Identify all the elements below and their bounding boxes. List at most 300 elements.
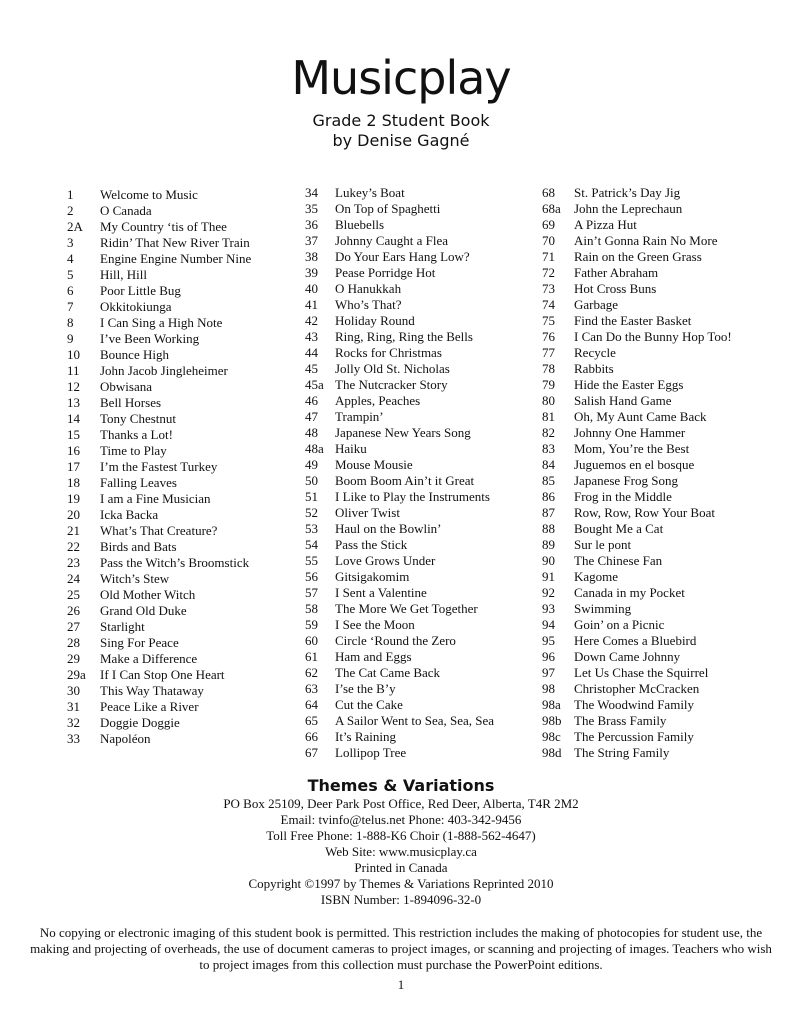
entry-number: 98c	[542, 729, 561, 744]
entry-number: 18	[67, 475, 80, 490]
entry-number: 69	[542, 217, 555, 232]
entry-number: 6	[67, 283, 74, 298]
contents-entry	[67, 379, 251, 395]
contents-entry	[542, 393, 732, 409]
entry-title: Father Abraham	[574, 265, 659, 280]
entry-title: Make a Difference	[100, 651, 198, 666]
contents-entry	[67, 491, 251, 507]
contents-entry	[305, 409, 494, 425]
contents-entry	[305, 361, 494, 377]
entry-number: 30	[67, 683, 80, 698]
contents-entry	[542, 505, 732, 521]
contents-entry	[67, 667, 251, 683]
entry-number: 32	[67, 715, 80, 730]
entry-title: Down Came Johnny	[574, 649, 681, 664]
entry-number: 49	[305, 457, 318, 472]
entry-title: Mouse Mousie	[335, 457, 413, 472]
contents-entry	[542, 473, 732, 489]
entry-title: I Sent a Valentine	[335, 585, 427, 600]
entry-title: Obwisana	[100, 379, 152, 394]
contents-entry	[542, 425, 732, 441]
entry-number: 90	[542, 553, 555, 568]
contents-entry	[305, 681, 494, 697]
contents-entry	[67, 587, 251, 603]
website-line: Web Site: www.musicplay.ca	[325, 844, 477, 859]
subtitle-author: by Denise Gagné	[332, 131, 470, 150]
contents-entry	[542, 377, 732, 393]
entry-title: Canada in my Pocket	[574, 585, 685, 600]
entry-title: I’ve Been Working	[100, 331, 200, 346]
entry-number: 33	[67, 731, 80, 746]
entry-number: 54	[305, 537, 318, 552]
entry-title: John Jacob Jingleheimer	[100, 363, 228, 378]
contents-entry	[67, 315, 251, 331]
entry-number: 50	[305, 473, 318, 488]
entry-title: Gitsigakomim	[335, 569, 410, 584]
entry-number: 7	[67, 299, 74, 314]
entry-number: 97	[542, 665, 555, 680]
contents-entry	[67, 619, 251, 635]
entry-number: 73	[542, 281, 555, 296]
entry-number: 2A	[67, 219, 83, 234]
contents-entry	[305, 329, 494, 345]
entry-title: Rain on the Green Grass	[574, 249, 702, 264]
contents-entry	[67, 443, 251, 459]
entry-number: 40	[305, 281, 318, 296]
contents-entry	[305, 489, 494, 505]
contents-entry	[305, 505, 494, 521]
entry-number: 35	[305, 201, 318, 216]
contents-entry	[542, 649, 732, 665]
printed-line: Printed in Canada	[354, 860, 448, 875]
contents-entry	[67, 523, 251, 539]
entry-number: 37	[305, 233, 318, 248]
contents-entry	[542, 409, 732, 425]
contents-entry	[67, 203, 251, 219]
entry-number: 93	[542, 601, 555, 616]
entry-title: Ain’t Gonna Rain No More	[574, 233, 718, 248]
entry-number: 80	[542, 393, 555, 408]
contents-entry	[67, 219, 251, 235]
copyright-line: Copyright ©1997 by Themes & Variations Reprinted 2010	[248, 876, 554, 891]
entry-title: Apples, Peaches	[335, 393, 421, 408]
entry-title: St. Patrick’s Day Jig	[574, 185, 681, 200]
entry-number: 87	[542, 505, 555, 520]
entry-number: 45a	[305, 377, 324, 392]
entry-number: 56	[305, 569, 318, 584]
contents-entry	[67, 187, 251, 203]
entry-title: Recycle	[574, 345, 616, 360]
contents-entry	[305, 713, 494, 729]
entry-number: 13	[67, 395, 80, 410]
entry-number: 81	[542, 409, 555, 424]
entry-number: 74	[542, 297, 555, 312]
entry-title: Circle ‘Round the Zero	[335, 633, 456, 648]
entry-title: Ring, Ring, Ring the Bells	[335, 329, 473, 344]
entry-number: 39	[305, 265, 318, 280]
entry-number: 76	[542, 329, 555, 344]
contents-entry	[542, 345, 732, 361]
address-line: PO Box 25109, Deer Park Post Office, Red Deer, Alberta, T4R 2M2	[223, 796, 579, 811]
contents-entry	[542, 729, 732, 745]
contents-entry	[542, 633, 732, 649]
entry-number: 82	[542, 425, 555, 440]
entry-title: The String Family	[574, 745, 670, 760]
entry-number: 34	[305, 185, 318, 200]
entry-title: Rabbits	[574, 361, 614, 376]
entry-number: 17	[67, 459, 80, 474]
entry-title: Haiku	[335, 441, 367, 456]
contents-entry	[67, 651, 251, 667]
contents-entry	[542, 569, 732, 585]
entry-number: 89	[542, 537, 555, 552]
contents-entry	[305, 569, 494, 585]
entry-title: Hide the Easter Eggs	[574, 377, 684, 392]
contents-entry	[542, 601, 732, 617]
contents-entry	[305, 313, 494, 329]
entry-number: 46	[305, 393, 318, 408]
entry-number: 38	[305, 249, 318, 264]
entry-number: 9	[67, 331, 74, 346]
entry-number: 62	[305, 665, 318, 680]
contents-entry	[67, 395, 251, 411]
contents-entry	[542, 745, 732, 761]
entry-number: 95	[542, 633, 555, 648]
entry-title: Who’s That?	[335, 297, 402, 312]
entry-title: Cut the Cake	[335, 697, 403, 712]
contents-entry	[542, 553, 732, 569]
entry-title: Pass the Witch’s Broomstick	[100, 555, 250, 570]
contents-entry	[67, 683, 251, 699]
entry-number: 29	[67, 651, 80, 666]
contents-entry	[542, 665, 732, 681]
entry-title: Garbage	[574, 297, 619, 312]
entry-title: Oh, My Aunt Came Back	[574, 409, 707, 424]
entry-number: 94	[542, 617, 555, 632]
entry-number: 77	[542, 345, 555, 360]
entry-title: Salish Hand Game	[574, 393, 672, 408]
entry-number: 91	[542, 569, 555, 584]
entry-number: 71	[542, 249, 555, 264]
contents-entry	[542, 249, 732, 265]
contents-column-1	[67, 187, 251, 747]
contents-entry	[305, 233, 494, 249]
entry-title: Love Grows Under	[335, 553, 436, 568]
entry-number: 1	[67, 187, 74, 202]
contents-entry	[67, 731, 251, 747]
entry-title: Frog in the Middle	[574, 489, 672, 504]
entry-title: Sing For Peace	[100, 635, 179, 650]
contents-entry	[542, 441, 732, 457]
contents-entry	[542, 265, 732, 281]
entry-title: Goin’ on a Picnic	[574, 617, 665, 632]
contents-entry	[542, 489, 732, 505]
entry-title: Grand Old Duke	[100, 603, 187, 618]
entry-title: Do Your Ears Hang Low?	[335, 249, 470, 264]
entry-title: Bounce High	[100, 347, 169, 362]
entry-title: Thanks a Lot!	[100, 427, 173, 442]
entry-number: 92	[542, 585, 555, 600]
entry-number: 51	[305, 489, 318, 504]
email-phone-line: Email: tvinfo@telus.net Phone: 403-342-9456	[280, 812, 522, 827]
entry-title: Boom Boom Ain’t it Great	[335, 473, 475, 488]
contents-entry	[67, 459, 251, 475]
contents-entry	[305, 201, 494, 217]
entry-number: 96	[542, 649, 555, 664]
entry-title: The Nutcracker Story	[335, 377, 448, 392]
entry-title: Doggie Doggie	[100, 715, 180, 730]
contents-entry	[305, 601, 494, 617]
contents-entry	[542, 281, 732, 297]
contents-entry	[542, 233, 732, 249]
contents-entry	[67, 475, 251, 491]
entry-number: 70	[542, 233, 555, 248]
contents-entry	[305, 665, 494, 681]
contents-entry	[67, 283, 251, 299]
entry-title: O Canada	[100, 203, 152, 218]
entry-number: 58	[305, 601, 318, 616]
entry-number: 57	[305, 585, 318, 600]
contents-entry	[305, 393, 494, 409]
entry-title: Pease Porridge Hot	[335, 265, 436, 280]
entry-title: Starlight	[100, 619, 145, 634]
entry-title: The Brass Family	[574, 713, 667, 728]
entry-number: 55	[305, 553, 318, 568]
entry-number: 47	[305, 409, 318, 424]
entry-title: Tony Chestnut	[100, 411, 177, 426]
entry-title: I’se the B’y	[335, 681, 396, 696]
entry-number: 10	[67, 347, 80, 362]
contents-entry	[542, 585, 732, 601]
contents-entry	[305, 265, 494, 281]
entry-title: Bought Me a Cat	[574, 521, 664, 536]
entry-title: Lukey’s Boat	[335, 185, 405, 200]
contents-entry	[67, 267, 251, 283]
entry-number: 41	[305, 297, 318, 312]
contents-entry	[305, 473, 494, 489]
entry-number: 64	[305, 697, 318, 712]
contents-entry	[305, 281, 494, 297]
entry-title: Holiday Round	[335, 313, 415, 328]
entry-title: Let Us Chase the Squirrel	[574, 665, 709, 680]
contents-entry	[542, 329, 732, 345]
entry-number: 23	[67, 555, 80, 570]
entry-number: 66	[305, 729, 318, 744]
entry-title: Time to Play	[100, 443, 167, 458]
entry-title: Find the Easter Basket	[574, 313, 692, 328]
entry-title: The Cat Came Back	[335, 665, 441, 680]
entry-title: Hill, Hill	[100, 267, 147, 282]
contents-entry	[305, 649, 494, 665]
contents-entry	[542, 697, 732, 713]
entry-number: 25	[67, 587, 80, 602]
contents-column-2	[305, 185, 494, 761]
entry-title: I Like to Play the Instruments	[335, 489, 490, 504]
entry-number: 20	[67, 507, 80, 522]
entry-title: Mom, You’re the Best	[574, 441, 690, 456]
entry-title: O Hanukkah	[335, 281, 402, 296]
page-number: 1	[397, 977, 405, 992]
entry-title: I See the Moon	[335, 617, 415, 632]
entry-title: Oliver Twist	[335, 505, 400, 520]
contents-entry	[305, 377, 494, 393]
entry-number: 61	[305, 649, 318, 664]
entry-number: 16	[67, 443, 80, 458]
entry-number: 98a	[542, 697, 561, 712]
entry-title: Poor Little Bug	[100, 283, 181, 298]
contents-entry	[305, 729, 494, 745]
contents-entry	[305, 297, 494, 313]
entry-number: 5	[67, 267, 74, 282]
contents-entry	[305, 217, 494, 233]
contents-entry	[305, 457, 494, 473]
entry-number: 53	[305, 521, 318, 536]
entry-title: Japanese Frog Song	[574, 473, 678, 488]
contents-entry	[542, 681, 732, 697]
entry-number: 59	[305, 617, 318, 632]
contents-entry	[67, 411, 251, 427]
entry-title: Haul on the Bowlin’	[335, 521, 442, 536]
entry-number: 27	[67, 619, 80, 634]
entry-number: 84	[542, 457, 555, 472]
contents-entry	[542, 361, 732, 377]
publisher-contact	[0, 796, 802, 908]
contents-entry	[67, 331, 251, 347]
entry-number: 14	[67, 411, 80, 426]
copyright-notice: No copying or electronic imaging of this student book is permitted. This restriction includes the making of photocopies for student use, the making and projecting of overheads, the use of document cameras to project images, or scanning and projecting of images. Teachers who wish to project images from this collection must purchase the PowerPoint editions.	[30, 925, 772, 972]
entry-title: Swimming	[574, 601, 632, 616]
entry-title: I Can Sing a High Note	[100, 315, 223, 330]
entry-number: 26	[67, 603, 80, 618]
contents-entry	[67, 539, 251, 555]
entry-title: Japanese New Years Song	[335, 425, 471, 440]
contents-entry	[305, 537, 494, 553]
entry-number: 19	[67, 491, 80, 506]
subtitle-grade: Grade 2 Student Book	[312, 111, 490, 130]
entry-title: I’m the Fastest Turkey	[100, 459, 218, 474]
contents-entry	[305, 617, 494, 633]
publisher-name: Themes & Variations	[307, 776, 495, 795]
contents-entry	[67, 571, 251, 587]
entry-title: Pass the Stick	[335, 537, 408, 552]
entry-title: This Way Thataway	[100, 683, 204, 698]
entry-number: 79	[542, 377, 555, 392]
contents-entry	[305, 553, 494, 569]
entry-number: 60	[305, 633, 318, 648]
entry-title: What’s That Creature?	[100, 523, 218, 538]
contents-entry	[305, 697, 494, 713]
contents-entry	[542, 617, 732, 633]
entry-number: 12	[67, 379, 80, 394]
contents-entry	[67, 347, 251, 363]
contents-entry	[67, 251, 251, 267]
entry-title: Bell Horses	[100, 395, 162, 410]
entry-number: 21	[67, 523, 80, 538]
entry-number: 98b	[542, 713, 562, 728]
contents-column-3	[542, 185, 732, 761]
entry-title: The More We Get Together	[335, 601, 478, 616]
entry-number: 28	[67, 635, 80, 650]
entry-title: Row, Row, Row Your Boat	[574, 505, 715, 520]
entry-title: I am a Fine Musician	[100, 491, 211, 506]
entry-title: Falling Leaves	[100, 475, 177, 490]
contents-entry	[542, 313, 732, 329]
contents-entry	[67, 635, 251, 651]
contents-entry	[542, 297, 732, 313]
entry-number: 22	[67, 539, 80, 554]
entry-number: 85	[542, 473, 555, 488]
entry-title: I Can Do the Bunny Hop Too!	[574, 329, 732, 344]
entry-title: Jolly Old St. Nicholas	[335, 361, 450, 376]
entry-number: 88	[542, 521, 555, 536]
entry-title: The Percussion Family	[574, 729, 694, 744]
contents-entry	[305, 425, 494, 441]
entry-title: Peace Like a River	[100, 699, 199, 714]
entry-title: Rocks for Christmas	[335, 345, 442, 360]
contents-entry	[542, 201, 732, 217]
entry-number: 15	[67, 427, 80, 442]
contents-entry	[305, 633, 494, 649]
entry-number: 98d	[542, 745, 562, 760]
contents-entry	[305, 249, 494, 265]
entry-number: 72	[542, 265, 555, 280]
entry-number: 45	[305, 361, 318, 376]
entry-number: 78	[542, 361, 555, 376]
entry-title: Bluebells	[335, 217, 385, 232]
entry-title: Birds and Bats	[100, 539, 177, 554]
entry-number: 75	[542, 313, 555, 328]
contents-entry	[67, 235, 251, 251]
contents-entry	[67, 427, 251, 443]
contents-entry	[67, 603, 251, 619]
entry-title: Here Comes a Bluebird	[574, 633, 697, 648]
entry-number: 48a	[305, 441, 324, 456]
entry-number: 36	[305, 217, 318, 232]
entry-number: 65	[305, 713, 318, 728]
contents-entry	[67, 699, 251, 715]
entry-title: Ridin’ That New River Train	[100, 235, 250, 250]
entry-title: Old Mother Witch	[100, 587, 196, 602]
entry-title: Sur le pont	[574, 537, 632, 552]
contents-entry	[305, 745, 494, 761]
entry-title: Icka Backa	[100, 507, 159, 522]
entry-number: 3	[67, 235, 74, 250]
entry-title: Juguemos en el bosque	[574, 457, 695, 472]
entry-number: 2	[67, 203, 74, 218]
entry-number: 42	[305, 313, 318, 328]
contents-entry	[542, 217, 732, 233]
entry-title: John the Leprechaun	[574, 201, 683, 216]
contents-entry	[67, 555, 251, 571]
entry-number: 43	[305, 329, 318, 344]
contents-entry	[305, 521, 494, 537]
entry-title: On Top of Spaghetti	[335, 201, 441, 216]
contents-entry	[67, 715, 251, 731]
book-title: Musicplay	[291, 51, 511, 105]
book-subtitle	[0, 111, 802, 151]
contents-entry	[305, 441, 494, 457]
entry-title: My Country ‘tis of Thee	[100, 219, 227, 234]
toll-free-line: Toll Free Phone: 1-888-K6 Choir (1-888-562-4647)	[266, 828, 536, 843]
entry-number: 68a	[542, 201, 561, 216]
contents-entry	[305, 585, 494, 601]
contents-entry	[67, 299, 251, 315]
entry-number: 68	[542, 185, 555, 200]
entry-title: Trampin’	[335, 409, 384, 424]
entry-number: 63	[305, 681, 318, 696]
entry-number: 31	[67, 699, 80, 714]
contents-entry	[305, 345, 494, 361]
